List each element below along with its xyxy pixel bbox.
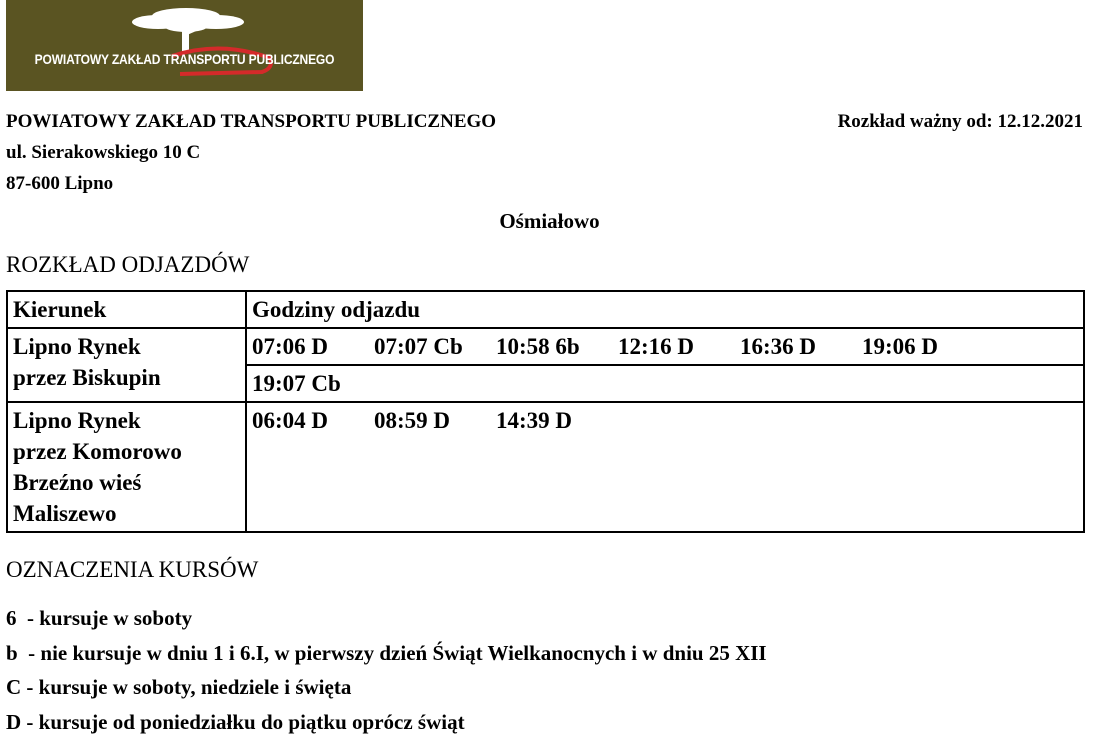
direction-line: Lipno Rynek: [13, 408, 141, 433]
direction-line: Lipno Rynek: [13, 334, 141, 359]
direction-line: przez Komorowo: [13, 439, 182, 464]
legend-item: C - kursuje w soboty, niedziele i święta: [6, 675, 352, 699]
departure-time: 07:07 Cb: [374, 334, 463, 359]
departure-time: 14:39 D: [496, 408, 573, 433]
timetable-title: ROZKŁAD ODJAZDÓW: [6, 252, 250, 277]
legend-list: [6, 601, 767, 739]
departure-time: 19:06 D: [862, 334, 939, 359]
logo-text: POWIATOWY ZAKŁAD TRANSPORTU PUBLICZNEGO: [34, 51, 335, 67]
departure-time: 08:59 D: [374, 408, 451, 433]
departure-time: 10:58 6b: [496, 334, 580, 359]
departure-times-cell: [246, 402, 1084, 532]
column-header-times: Godziny odjazdu: [246, 291, 1084, 328]
departure-time: 07:06 D: [252, 334, 329, 359]
departure-times-cell: [246, 365, 1084, 402]
direction-cell: [7, 328, 246, 402]
timetable-row: [7, 402, 1084, 532]
departure-time: 06:04 D: [252, 408, 329, 433]
departure-time: 16:36 D: [740, 334, 817, 359]
direction-cell: [7, 402, 246, 532]
direction-line: Maliszewo: [13, 501, 117, 526]
stop-name: Ośmiałowo: [499, 209, 600, 233]
company-city: 87-600 Lipno: [6, 173, 114, 194]
timetable-header-row: [7, 291, 1084, 328]
departure-time: 12:16 D: [618, 334, 695, 359]
company-address: [6, 106, 496, 199]
company-logo: [6, 0, 363, 91]
legend-item: b - nie kursuje w dniu 1 i 6.I, w pierwszy dzień Świąt Wielkanocnych i w dniu 25 XII: [6, 640, 767, 665]
company-street: ul. Sierakowskiego 10 C: [6, 142, 201, 163]
departure-times-cell: [246, 328, 1084, 365]
departure-time: 19:07 Cb: [252, 371, 341, 396]
company-name: POWIATOWY ZAKŁAD TRANSPORTU PUBLICZNEGO: [6, 111, 497, 132]
column-header-direction: Kierunek: [7, 291, 246, 328]
legend-title: OZNACZENIA KURSÓW: [6, 557, 259, 582]
direction-line: Brzeźno wieś: [13, 470, 142, 495]
direction-line: przez Biskupin: [13, 365, 161, 390]
valid-from: Rozkład ważny od: 12.12.2021: [837, 111, 1083, 132]
timetable-row: [7, 328, 1084, 365]
legend-item: 6 - kursuje w soboty: [6, 606, 193, 630]
timetable: [6, 290, 1085, 533]
legend-item: D - kursuje od poniedziałku do piątku oprócz świąt: [6, 709, 465, 734]
